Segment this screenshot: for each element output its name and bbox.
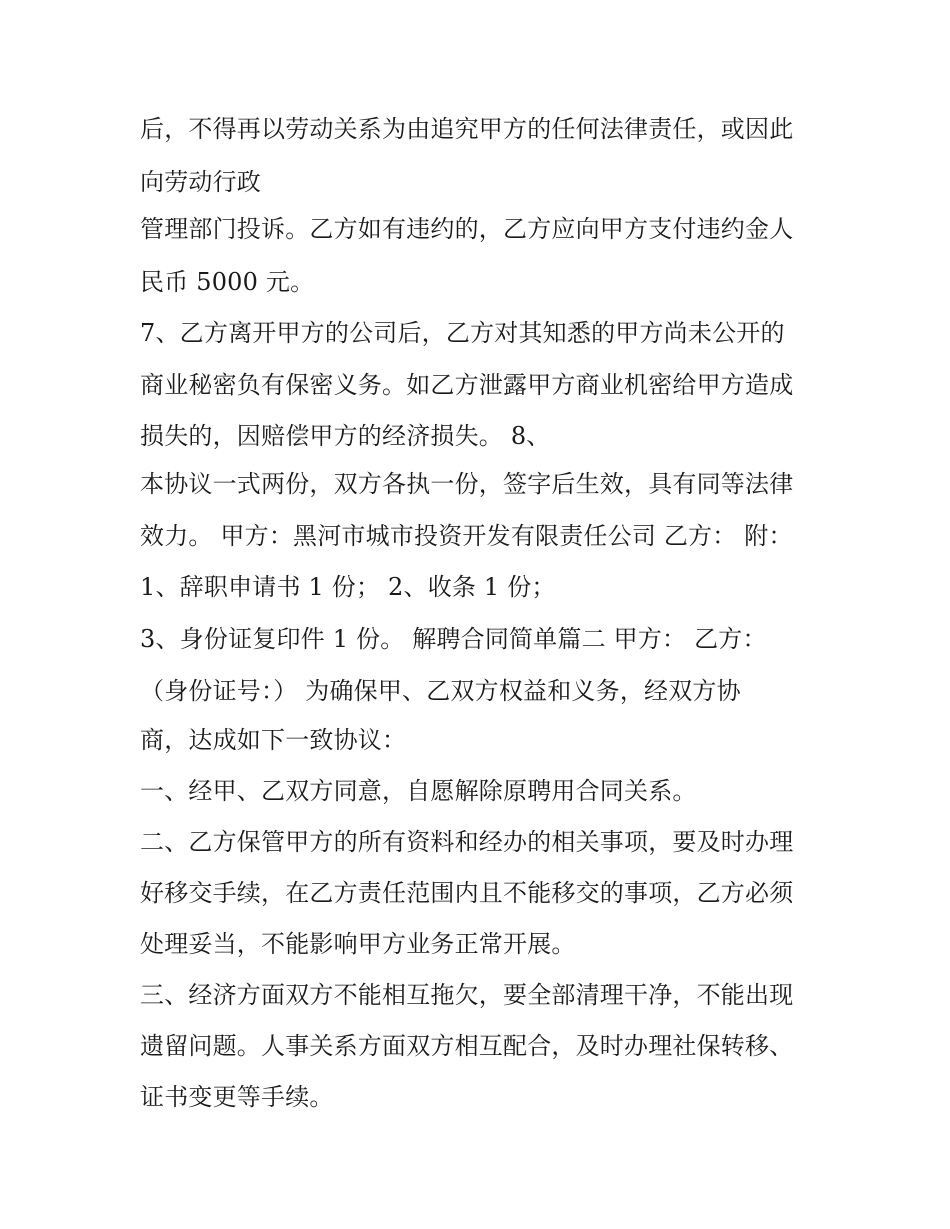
text-line: 效力。 甲方：黑河市城市投资开发有限责任公司 乙方： 附： <box>140 522 793 550</box>
text-line: 二、乙方保管甲方的所有资料和经办的相关事项，要及时办理 <box>140 828 794 856</box>
text-line: （身份证号：） 为确保甲、乙双方权益和义务，经双方协 <box>140 677 741 705</box>
text-line: 民币 5000 元。 <box>140 268 315 296</box>
text-line: 商业秘密负有保密义务。如乙方泄露甲方商业机密给甲方造成 <box>140 371 794 399</box>
text-line: 1、辞职申请书 1 份； 2、收条 1 份； <box>140 573 556 601</box>
text-line: 管理部门投诉。乙方如有违约的，乙方应向甲方支付违约金人 <box>140 215 794 243</box>
text-line: 商，达成如下一致协议： <box>140 726 407 754</box>
text-line: 本协议一式两份，双方各执一份，签字后生效，具有同等法律 <box>140 470 794 498</box>
text-line: 处理妥当，不能影响甲方业务正常开展。 <box>140 930 576 958</box>
text-line: 三、经济方面双方不能相互拖欠，要全部清理干净，不能出现 <box>140 981 794 1009</box>
text-line: 证书变更等手续。 <box>140 1083 334 1111</box>
text-line: 7、乙方离开甲方的公司后，乙方对其知悉的甲方尚未公开的 <box>140 319 785 347</box>
text-line: 后，不得再以劳动关系为由追究甲方的任何法律责任，或因此 <box>140 115 794 143</box>
text-line: 3、身份证复印件 1 份。 解聘合同简单篇二 甲方： 乙方： <box>140 625 767 653</box>
text-line: 向劳动行政 <box>140 168 261 196</box>
text-line: 遗留问题。人事关系方面双方相互配合，及时办理社保转移、 <box>140 1032 794 1060</box>
text-line: 好移交手续，在乙方责任范围内且不能移交的事项，乙方必须 <box>140 879 794 907</box>
text-line: 损失的，因赔偿甲方的经济损失。 8、 <box>140 422 551 450</box>
text-line: 一、经甲、乙双方同意，自愿解除原聘用合同关系。 <box>140 777 697 805</box>
